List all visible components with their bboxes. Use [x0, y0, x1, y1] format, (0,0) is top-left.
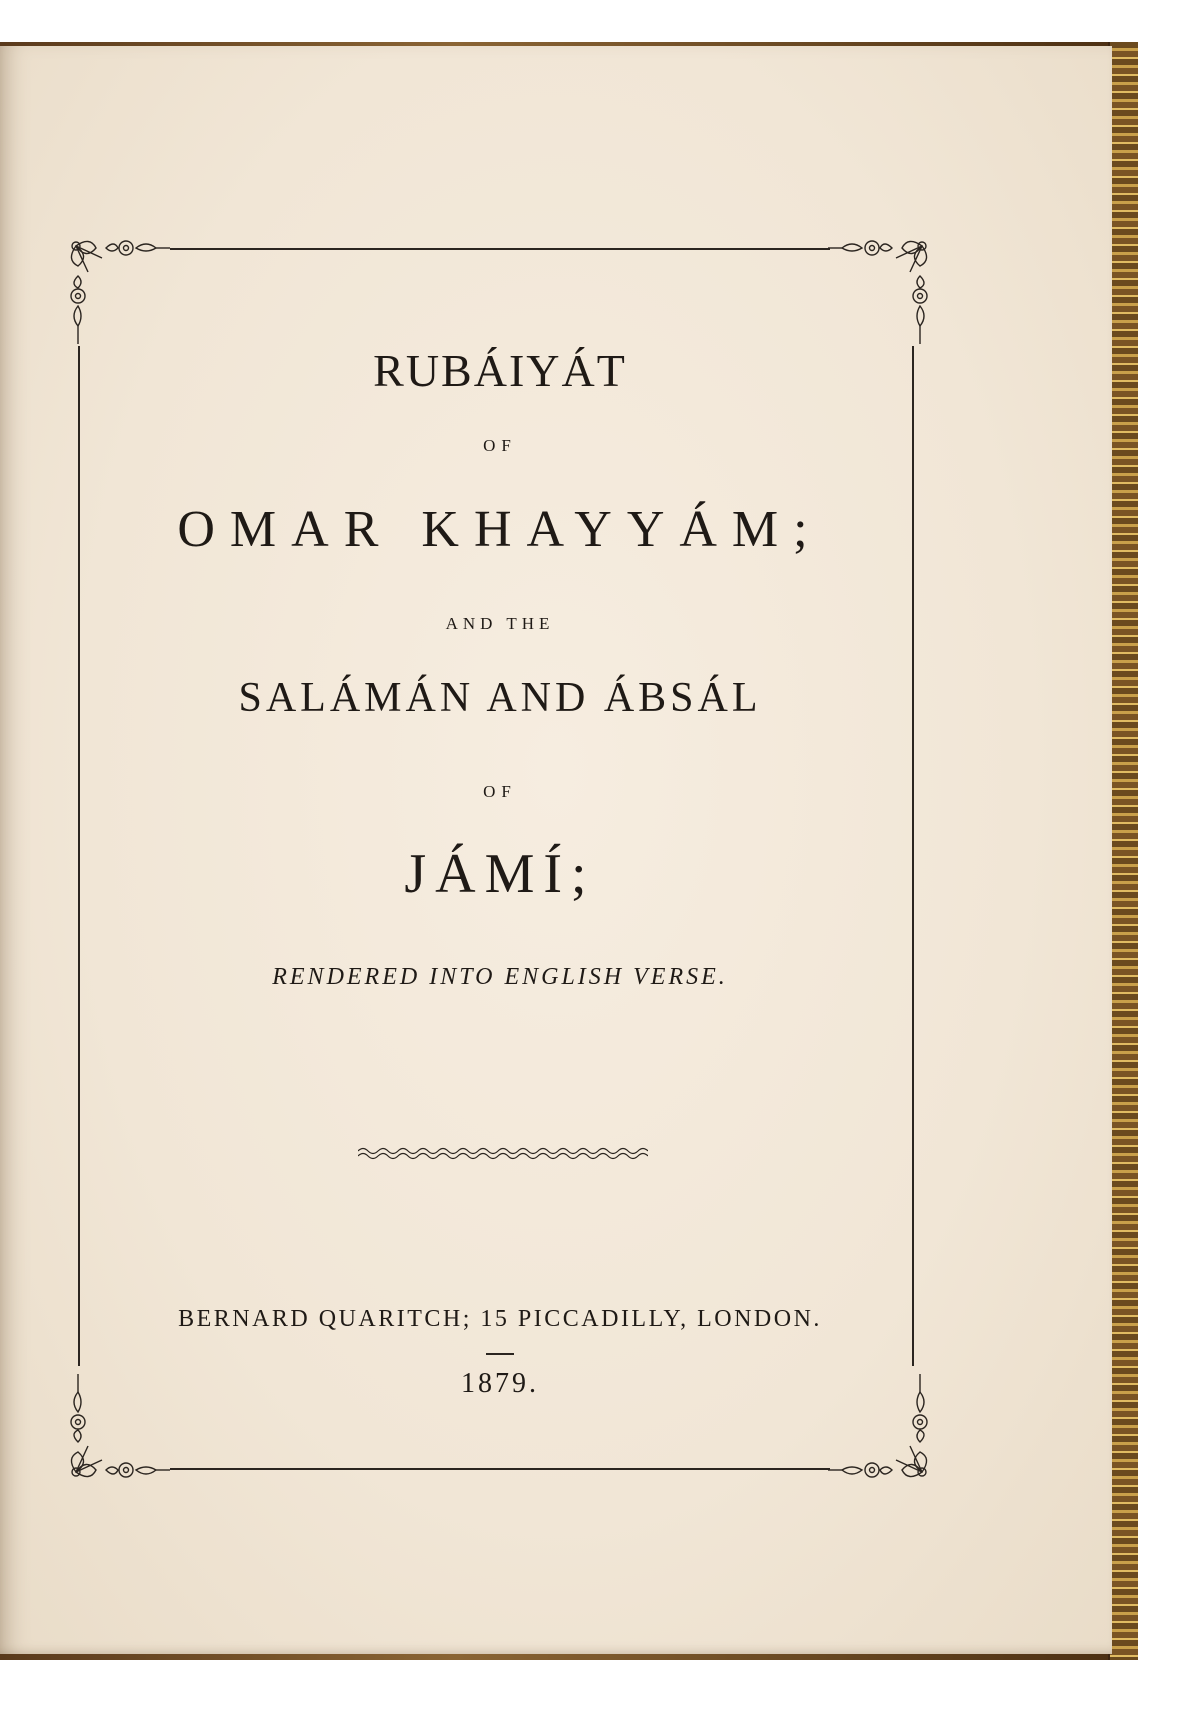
title-rubaiyat: RUBÁIYÁT — [373, 345, 627, 396]
frame-bottom-rule — [170, 1468, 830, 1470]
title-salaman-and-absal: SALÁMÁN AND ÁBSÁL — [238, 675, 762, 721]
floral-corner-ornament — [56, 226, 186, 356]
title-jami: JÁMÍ; — [404, 843, 596, 905]
imprint-year: 1879. — [461, 1368, 539, 1399]
title-of: OF — [483, 436, 517, 455]
imprint-publisher: BERNARD QUARITCH; 15 PICCADILLY, LONDON. — [178, 1306, 822, 1332]
subtitle-rendered: RENDERED INTO ENGLISH VERSE. — [272, 964, 728, 990]
imprint-rule — [486, 1353, 514, 1355]
floral-corner-ornament — [812, 226, 942, 356]
frame-top-rule — [170, 248, 830, 250]
wavy-rule-ornament — [358, 1146, 648, 1160]
title-page — [0, 46, 1112, 1654]
title-and-the: AND THE — [445, 614, 555, 633]
title-of: OF — [483, 782, 517, 801]
gilt-edge — [1108, 42, 1138, 1660]
title-omar-khayyam: OMAR KHAYYÁM; — [177, 501, 823, 558]
